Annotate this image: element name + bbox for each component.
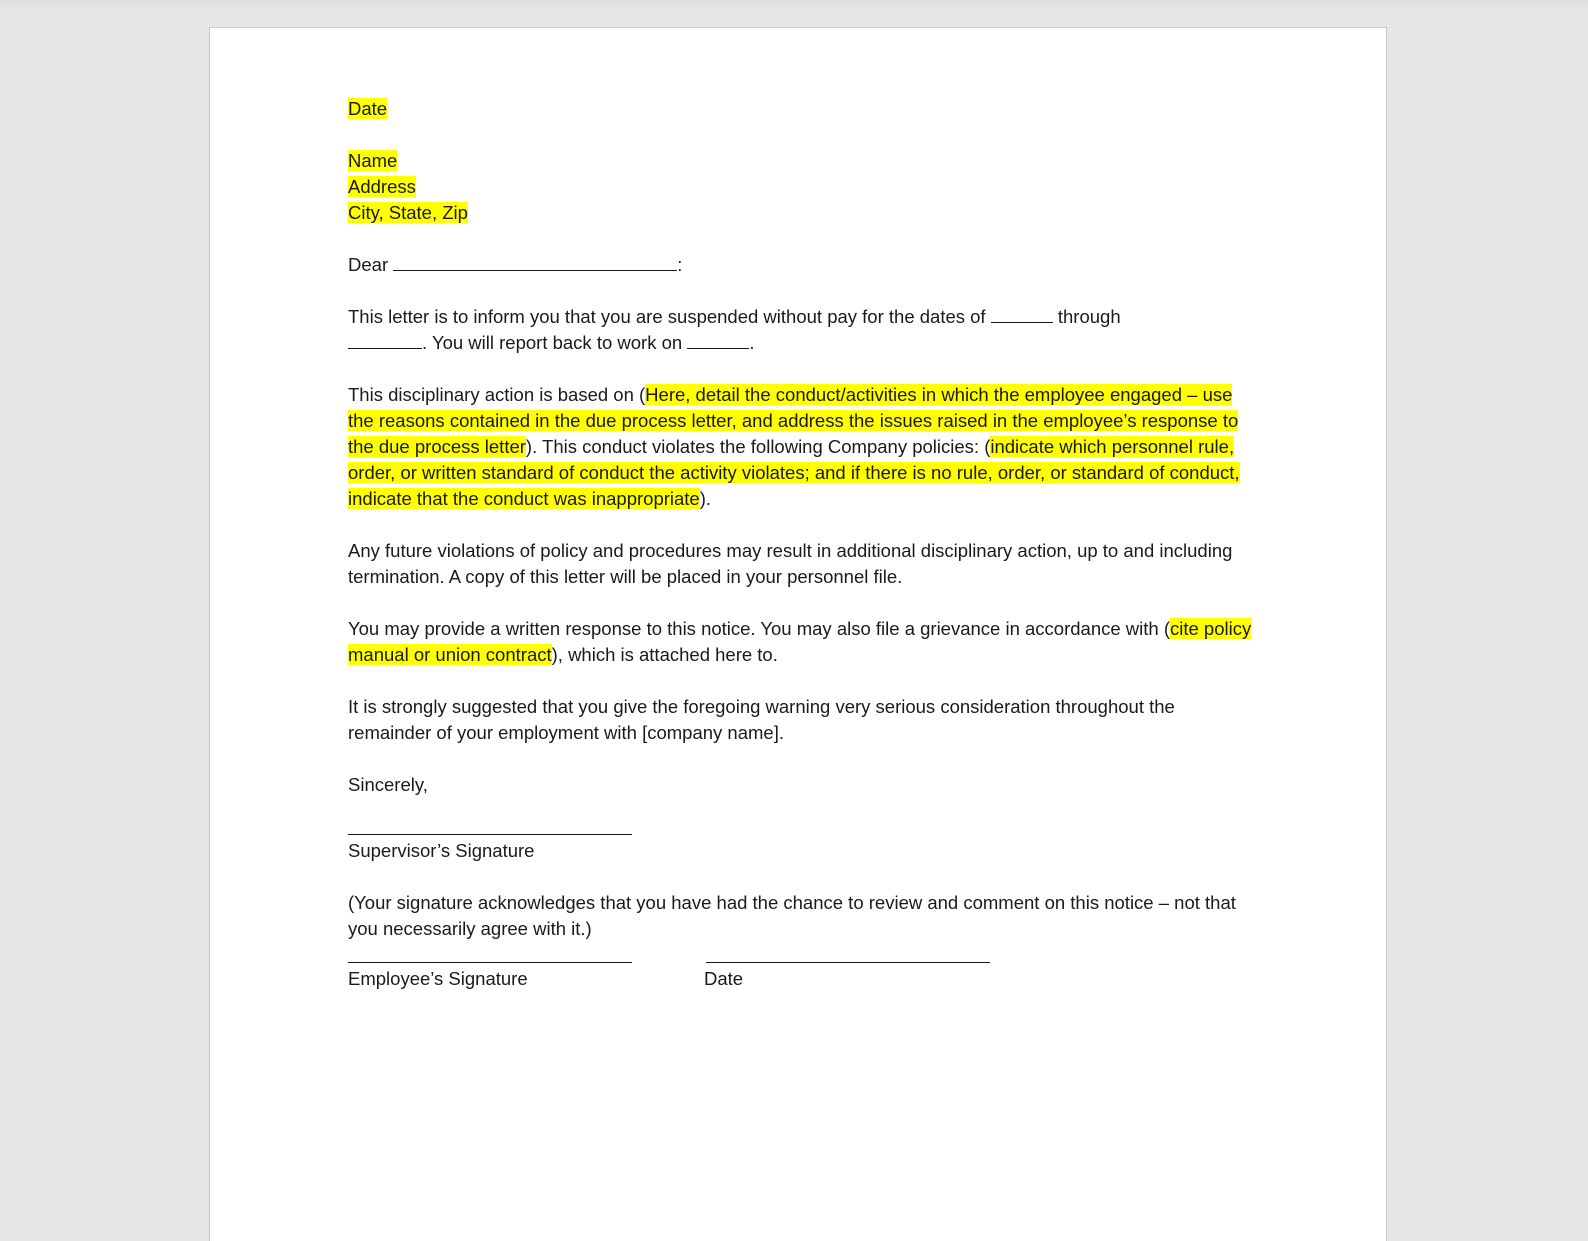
recipient-block bbox=[348, 148, 1253, 226]
employee-signature-row bbox=[348, 962, 1253, 1014]
p4-text-a: You may provide a written response to this notice. You may also file a grievance in accordance with ( bbox=[348, 618, 1170, 639]
acknowledgement-note: (Your signature acknowledges that you have had the chance to review and comment on this notice – not that you necessarily agree with it.) bbox=[348, 892, 1236, 939]
date-highlight: Date bbox=[348, 98, 388, 119]
employee-date-line bbox=[706, 962, 990, 963]
p2-text-b: ). This conduct violates the following Company policies: ( bbox=[525, 436, 991, 457]
salutation bbox=[348, 252, 1253, 278]
employee-date-block bbox=[706, 962, 990, 992]
paragraph-disciplinary-basis bbox=[348, 382, 1253, 512]
letter-body bbox=[348, 96, 1253, 1014]
policy-violation-highlight: indicate which personnel rule, order, or written standard of conduct the activity violates; and if there is no rule, order, or standard of conduct, indicate that the conduct was inappropriate bbox=[348, 436, 1240, 509]
paragraph-future-violations: Any future violations of policy and procedures may result in additional disciplinary action, up to and including termination. A copy of this letter will be placed in your personnel file. bbox=[348, 540, 1233, 587]
employee-signature-label: Employee’s Signature bbox=[348, 968, 528, 989]
p1-text-b: through bbox=[1052, 306, 1121, 327]
policy-manual-highlight: cite policy manual or union contract bbox=[348, 618, 1252, 665]
recipient-city-state-zip: City, State, Zip bbox=[348, 202, 468, 223]
employee-signature-block bbox=[348, 962, 632, 992]
p1-text-a: This letter is to inform you that you are suspended without pay for the dates of bbox=[348, 306, 991, 327]
employee-signature-line bbox=[348, 962, 632, 963]
supervisor-signature-label: Supervisor’s Signature bbox=[348, 840, 535, 861]
closing: Sincerely, bbox=[348, 774, 428, 795]
return-date-blank bbox=[687, 330, 749, 349]
p1-text-c: . You will report back to work on bbox=[422, 332, 688, 353]
paragraph-warning: It is strongly suggested that you give the foregoing warning very serious consideration throughout the remainder of your employment with [company name]. bbox=[348, 696, 1175, 743]
date-placeholder bbox=[348, 96, 1253, 122]
recipient-name: Name bbox=[348, 150, 398, 171]
document-page[interactable] bbox=[209, 27, 1387, 1241]
salutation-name-blank bbox=[393, 252, 677, 271]
salutation-suffix: : bbox=[677, 254, 683, 275]
p2-text-a: This disciplinary action is based on ( bbox=[348, 384, 646, 405]
salutation-prefix: Dear bbox=[348, 254, 394, 275]
p2-text-c: ). bbox=[699, 488, 712, 509]
end-date-blank bbox=[348, 330, 422, 349]
p1-text-d: . bbox=[749, 332, 755, 353]
supervisor-signature-block bbox=[348, 834, 1253, 864]
paragraph-written-response bbox=[348, 616, 1253, 668]
supervisor-signature-line bbox=[348, 834, 632, 835]
start-date-blank bbox=[991, 304, 1053, 323]
employee-date-label: Date bbox=[704, 968, 744, 989]
p4-text-b: ), which is attached here to. bbox=[551, 644, 778, 665]
conduct-detail-highlight: Here, detail the conduct/activities in which the employee engaged – use the reasons contained in the due process letter, and address the issues raised in the employee’s response to the due process letter bbox=[348, 384, 1239, 457]
recipient-address: Address bbox=[348, 176, 416, 197]
paragraph-suspension-dates bbox=[348, 304, 1253, 356]
window-top-edge bbox=[0, 0, 1588, 10]
